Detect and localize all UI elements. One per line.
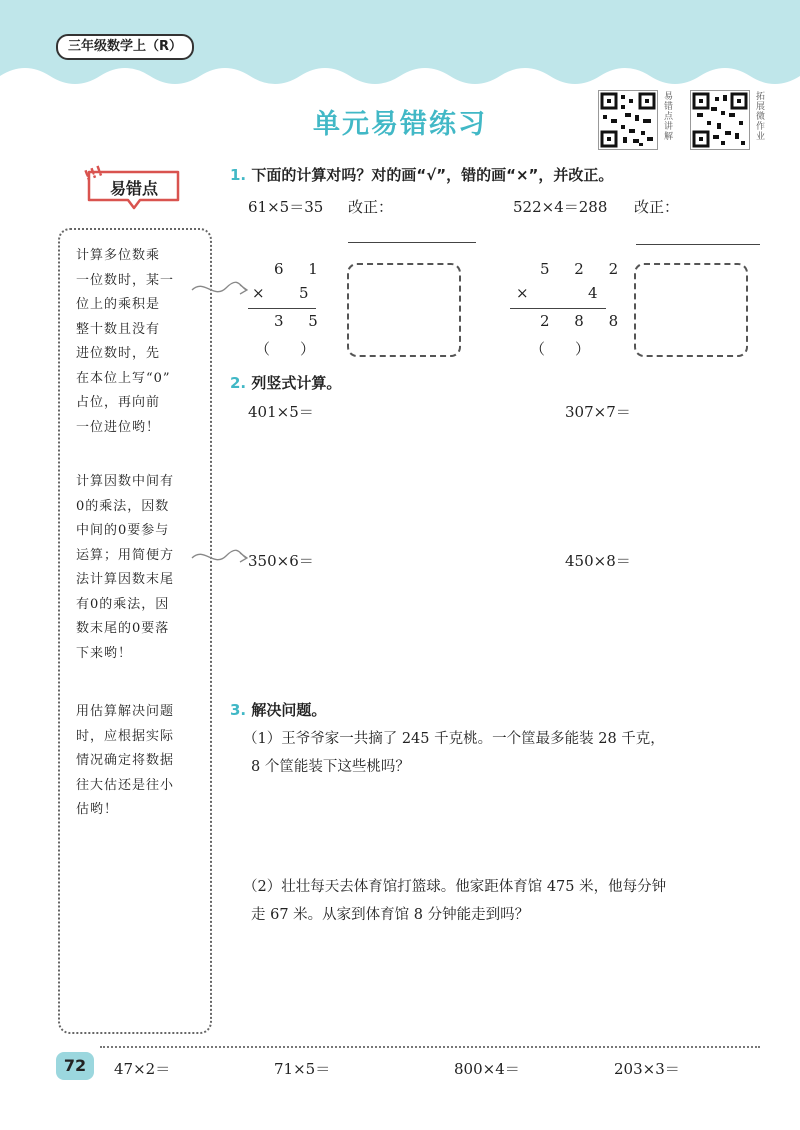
qr-code-right[interactable] <box>690 90 750 150</box>
correction-box-a[interactable] <box>347 263 461 357</box>
qr-caption-right: 拓展微作业 <box>756 92 766 142</box>
q2-heading: 2. 列竖式计算。 <box>230 374 342 392</box>
drill-3: 800×4＝ <box>454 1060 520 1078</box>
vertical-top-a: 6 1 <box>274 260 328 278</box>
q1-correct-label-a: 改正： <box>348 198 394 216</box>
tip-2: 计算因数中间有 0的乘法，因数 中间的0要参与 运算；用简便方 法计算因数末尾 有0的乘法，因 数末尾的0要落 下来哟！ <box>76 474 175 661</box>
footer-divider <box>100 1046 760 1048</box>
drill-4: 203×3＝ <box>614 1060 680 1078</box>
correction-box-b[interactable] <box>634 263 748 357</box>
vertical-top-b: 5 2 2 <box>540 260 629 278</box>
q1-equation-a: 61×5＝35 <box>248 198 324 216</box>
grade-tag: 三年级数学上（R） <box>56 34 194 60</box>
q3-heading: 3. 解决问题。 <box>230 701 327 719</box>
vertical-op-a: × <box>252 284 275 302</box>
vertical-line-a <box>248 308 316 309</box>
q1-heading: 1. 下面的计算对吗？对的画“√”，错的画“×”，并改正。 <box>230 166 614 184</box>
arrow-icon <box>190 276 250 302</box>
q3-problem-1: （1）王爷爷家一共摘了 245 千克桃。一个筐最多能装 28 千克， 8 个筐能装下这些桃吗？ <box>243 731 665 775</box>
q2-item-2: 307×7＝ <box>565 403 631 421</box>
exclamation-icon: !!! <box>81 163 106 185</box>
vertical-result-a: 3 5 <box>274 312 328 330</box>
tip-3: 用估算解决问题 时，应根据实际 情况确定将数据 往大估还是往小 估哟！ <box>76 704 175 817</box>
drill-2: 71×5＝ <box>274 1060 331 1078</box>
q2-item-4: 450×8＝ <box>565 552 631 570</box>
vertical-op-b: × <box>516 284 539 302</box>
qr-code-left[interactable] <box>598 90 658 150</box>
arrow-icon <box>190 544 250 570</box>
q2-item-1: 401×5＝ <box>248 403 314 421</box>
vertical-result-b: 2 8 8 <box>540 312 629 330</box>
vertical-mid-b: 4 <box>588 284 608 302</box>
answer-line-b <box>636 244 760 245</box>
judge-paren-a[interactable]: （ ） <box>255 340 316 358</box>
error-point-badge <box>81 163 182 212</box>
answer-line-a <box>348 242 476 243</box>
drill-1: 47×2＝ <box>114 1060 171 1078</box>
q3-problem-2: （2）壮壮每天去体育馆打篮球。他家距体育馆 475 米，他每分钟 走 67 米。从家到体育馆 8 分钟能走到吗？ <box>243 879 667 923</box>
q1-correct-label-b: 改正： <box>634 198 680 216</box>
tip-1: 计算多位数乘 一位数时，某一 位上的乘积是 整十数且没有 进位数时，先 在本位上写“0” 占位，再向前 一位进位哟！ <box>76 248 175 435</box>
page-number: 72 <box>56 1052 94 1080</box>
q2-item-3: 350×6＝ <box>248 552 314 570</box>
badge-label: 易错点 <box>110 179 159 198</box>
vertical-mid-a: 5 <box>299 284 319 302</box>
qr-caption-left: 易错点讲解 <box>664 92 674 142</box>
vertical-line-b <box>510 308 606 309</box>
page-title: 单元易错练习 <box>313 109 487 140</box>
q1-equation-b: 522×4＝288 <box>513 198 608 216</box>
judge-paren-b[interactable]: （ ） <box>530 340 591 358</box>
